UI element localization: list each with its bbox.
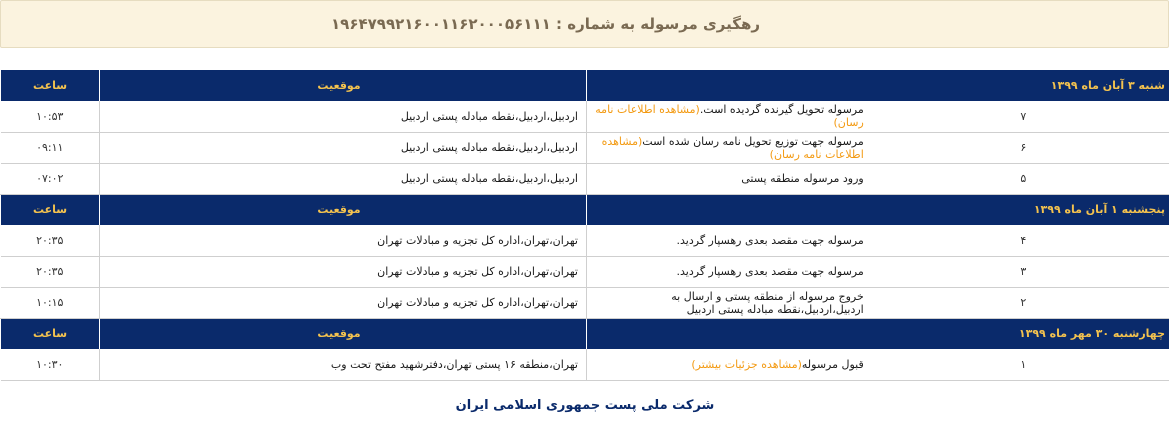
- row-index: ۵: [878, 163, 1169, 194]
- table-row: [1, 132, 1170, 163]
- row-location: تهران،تهران،اداره کل تجزیه و مبادلات تهران: [100, 287, 587, 318]
- footer-company-name: شرکت ملی پست جمهوری اسلامی ایران: [455, 398, 715, 413]
- time-column-header: ساعت: [1, 318, 100, 349]
- row-location: تهران،تهران،اداره کل تجزیه و مبادلات تهران: [100, 256, 587, 287]
- group-header-row: [1, 318, 1170, 349]
- row-description-cell: [587, 101, 878, 132]
- table-row: [1, 163, 1170, 194]
- group-date: شنبه ۳ آبان ماه ۱۳۹۹: [587, 70, 1170, 101]
- row-description-cell: [587, 163, 878, 194]
- row-description-cell: [587, 256, 878, 287]
- table-row: [1, 256, 1170, 287]
- row-description: مرسوله جهت مقصد بعدی رهسپار گردید.: [676, 233, 864, 247]
- table-row: [1, 287, 1170, 318]
- table-row: [1, 349, 1170, 380]
- details-link[interactable]: (مشاهده جزئیات بیشتر): [691, 357, 802, 371]
- group-date: چهارشنبه ۳۰ مهر ماه ۱۳۹۹: [587, 318, 1170, 349]
- row-location: تهران،تهران،اداره کل تجزیه و مبادلات تهران: [100, 225, 587, 256]
- row-location: تهران،منطقه ۱۶ پستی تهران،دفترشهید مفتح تحت وب: [100, 349, 587, 380]
- row-description: مرسوله جهت توزیع تحویل نامه رسان شده است: [642, 134, 864, 148]
- tracking-table: [0, 70, 1169, 381]
- details-link[interactable]: (مشاهده اطلاعات نامه رسان): [595, 103, 864, 130]
- row-description: قبول مرسوله: [801, 357, 864, 371]
- row-time: ۲۰:۳۵: [1, 256, 100, 287]
- row-description: خروج مرسوله از منطقه پستی و ارسال به اردبیل،اردبیل،نقطه مبادله پستی اردبیل: [671, 289, 864, 316]
- row-time: ۱۰:۱۵: [1, 287, 100, 318]
- location-column-header: موقعیت: [100, 194, 587, 225]
- table-row: [1, 225, 1170, 256]
- row-time: ۱۰:۵۳: [1, 101, 100, 132]
- row-description-cell: [587, 287, 878, 318]
- row-description: ورود مرسوله منطقه پستی: [741, 172, 864, 185]
- location-column-header: موقعیت: [100, 70, 587, 101]
- row-location: اردبیل،اردبیل،نقطه مبادله پستی اردبیل: [100, 132, 587, 163]
- row-description: مرسوله جهت مقصد بعدی رهسپار گردید.: [676, 265, 864, 278]
- row-index: ۱: [878, 349, 1169, 380]
- row-time: ۰۹:۱۱: [1, 132, 100, 163]
- tracking-title: رهگیری مرسوله به شماره : ۱۹۶۴۷۹۹۲۱۶۰۰۱۱۶۲۰۰۰۵۶۱۱۱: [331, 15, 760, 33]
- row-index: ۳: [878, 256, 1169, 287]
- row-index: ۲: [878, 287, 1169, 318]
- time-column-header: ساعت: [1, 194, 100, 225]
- row-description-cell: [587, 225, 878, 256]
- row-time: ۱۰:۳۰: [1, 349, 100, 380]
- tracking-header: [0, 0, 1169, 48]
- group-date: پنجشنبه ۱ آبان ماه ۱۳۹۹: [587, 194, 1170, 225]
- row-description-cell: [587, 349, 878, 380]
- row-location: اردبیل،اردبیل،نقطه مبادله پستی اردبیل: [100, 163, 587, 194]
- row-time: ۲۰:۳۵: [1, 225, 100, 256]
- group-header-row: [1, 194, 1170, 225]
- row-description: مرسوله تحویل گیرنده گردیده است.: [699, 103, 864, 117]
- row-index: ۷: [878, 101, 1169, 132]
- table-row: [1, 101, 1170, 132]
- location-column-header: موقعیت: [100, 318, 587, 349]
- row-index: ۴: [878, 225, 1169, 256]
- row-time: ۰۷:۰۲: [1, 163, 100, 194]
- time-column-header: ساعت: [1, 70, 100, 101]
- row-location: اردبیل،اردبیل،نقطه مبادله پستی اردبیل: [100, 101, 587, 132]
- details-link[interactable]: (مشاهده اطلاعات نامه رسان): [601, 134, 864, 161]
- row-description-cell: [587, 132, 878, 163]
- group-header-row: [1, 70, 1170, 101]
- row-index: ۶: [878, 132, 1169, 163]
